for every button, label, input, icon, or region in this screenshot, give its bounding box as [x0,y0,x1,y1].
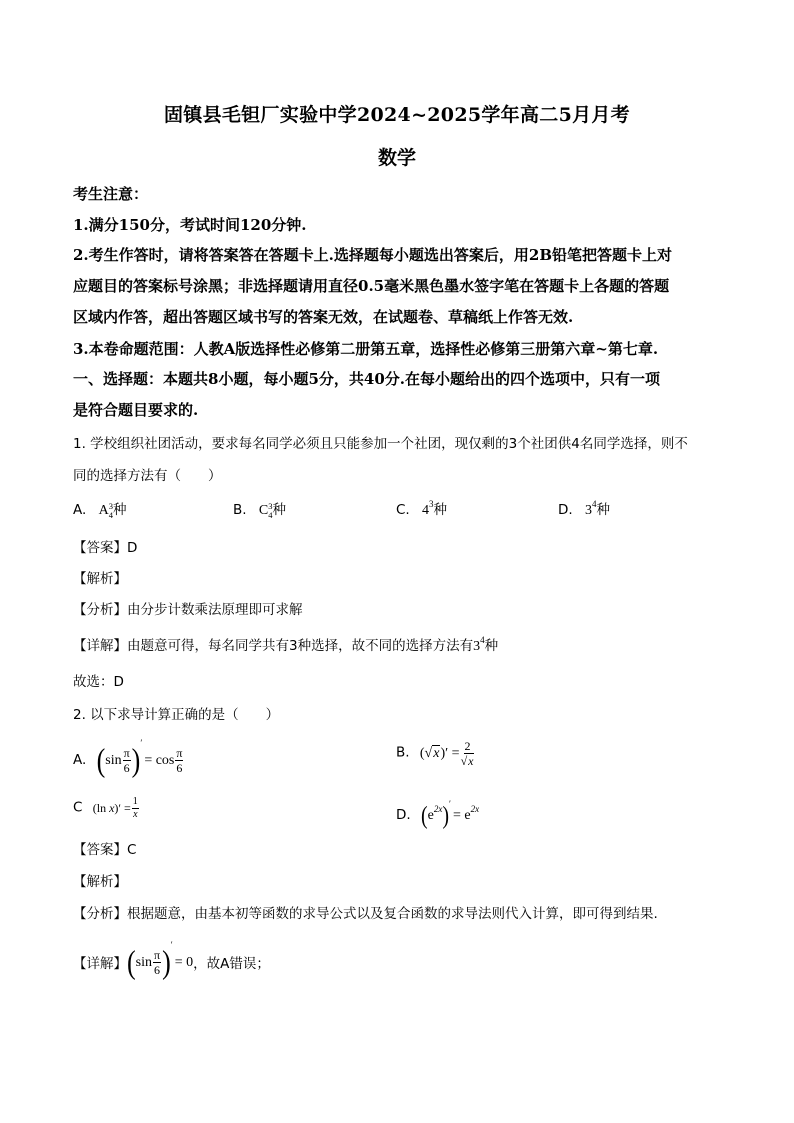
q2-stem: 2. 以下求导计算正确的是（ ） [73,707,280,723]
q1-option-c-unit: 种 [433,502,448,518]
q1-option-d-sup: 4 [591,499,597,509]
q1-fenxi: 【分析】由分步计数乘法原理即可求解 [73,602,303,618]
q1-option-d-formula [584,499,597,518]
q2-option-d-lparen: ( [420,802,428,830]
notice-heading: 考生注意： [73,185,149,203]
q1-detail [73,634,498,655]
q2-option-b-lhs: (√ [419,745,433,761]
q1-option-c [396,498,447,519]
q2-option-c-frac [132,797,139,820]
q1-option-d-unit: 种 [596,502,610,518]
q1-option-a [73,498,126,519]
q1-detail-text: 【详解】由题意可得，每名同学共有3种选择，故不同的选择方法有 [73,638,474,654]
q2-option-d-label: D. [396,807,411,823]
q2-option-d-rparen: ) [442,802,450,830]
q1-stem-line-1: 1. 学校组织社团活动，要求每名同学必须且只能参加一个社团，现仅剩的3个社团供4名同学选择，则不 [73,436,688,452]
q1-detail-sup: 4 [480,635,485,645]
q1-option-a-sup: 3 [108,501,113,512]
q2-option-d [396,799,480,830]
q2-detail-pi: π [154,948,161,963]
q1-option-b-label: B. [233,502,247,518]
q1-answer: 【答案】D [73,540,138,556]
q1-option-b [233,498,286,519]
notice-item-3: 3.本卷命题范围：人教A版选择性必修第二册第五章，选择性必修第三册第六章~第七章. [73,340,659,358]
q2-option-a-pi: π [123,746,130,761]
q2-option-b-x: x [433,745,440,761]
q1-stem-line-2: 同的选择方法有（ ） [73,468,222,484]
q2-fenxi: 【分析】根据题意，由基本初等函数的求导公式以及复合函数的求导法则代入计算，即可得到结果. [73,906,658,922]
q2-option-a-sin: sin [105,752,122,768]
notice-item-1: 1.满分150分，考试时间120分钟. [73,216,307,234]
q2-detail-sin: sin [135,954,153,970]
exam-subject: 数学 [377,147,416,169]
q2-option-b-den: √x [460,754,474,768]
q2-option-d-e: e [427,807,434,823]
q1-option-d-base: 3 [584,503,592,518]
q2-option-a-rhs-pi: π [176,746,183,761]
q2-detail-tail: ，故A错误； [193,956,270,972]
q2-option-a-lparen: ( [96,742,106,779]
q1-option-c-sup: 3 [429,499,434,509]
q2-option-d-exp: 2x [433,804,443,814]
q2-option-b-den-x: x [468,754,474,768]
q2-option-c-rp: )′ = [114,801,131,815]
q2-detail-eq: = 0 [174,954,194,970]
q1-option-c-formula [422,499,434,518]
q2-detail-rparen: ) [162,944,171,981]
q2-option-b-rp: )′ = [440,745,460,761]
q1-option-a-formula [99,503,113,518]
q2-option-a-rhs-six: 6 [176,761,183,776]
notice-item-2-line-2: 应题目的答案标号涂黑；非选择题请用直径0.5毫米黑色墨水签字笔在答题卡上各题的答题 [73,277,670,295]
q2-option-d-prime: ′ [449,799,452,809]
q2-option-a-rhs-frac [175,747,183,774]
q2-detail [73,940,270,981]
q1-detail-unit: 种 [484,638,499,654]
q1-detail-formula [473,635,485,654]
q2-answer: 【答案】C [73,842,137,858]
q2-detail-six: 6 [154,963,161,978]
q1-option-b-sup: 3 [268,501,273,512]
q2-option-c-num: 1 [132,796,138,807]
q1-option-c-label: C. [396,502,410,518]
q2-option-d-eq: = e [453,807,471,823]
q2-analysis: 【解析】 [73,874,127,890]
q2-option-d-rhs-exp: 2x [470,804,480,814]
q1-option-b-formula [259,503,273,518]
q2-option-b-label: B. [396,744,410,761]
q1-option-a-label: A. [73,502,87,518]
q1-option-a-base: A [98,503,109,518]
notice-item-2-line-1: 2.考生作答时，请将答案答在答题卡上.选择题每小题选出答案后，用2B铅笔把答题卡上对 [73,246,673,264]
notice-item-2-line-3: 区域内作答，超出答题区域书写的答案无效，在试题卷、草稿纸上作答无效. [73,308,574,326]
q1-choose: 故选：D [73,674,124,690]
q2-option-a-six: 6 [123,761,130,776]
q2-detail-formula [127,940,194,981]
q1-option-b-unit: 种 [272,502,286,518]
q2-option-c-den: x [133,809,138,820]
q2-option-b-num: 2 [464,739,471,753]
q2-option-b [396,740,475,767]
q2-option-c-formula [92,796,140,820]
q2-option-c-lhs: (ln [92,801,107,815]
q2-detail-lparen: ( [127,944,136,981]
q2-detail-label: 【详解】 [73,956,127,972]
q1-option-d [558,498,610,519]
q1-option-b-sub: 4 [268,509,273,520]
q2-option-c-label: C [73,799,83,816]
q2-option-a [73,738,184,779]
q1-option-a-sub: 4 [108,509,113,520]
q2-option-c [73,797,140,820]
q2-detail-frac [153,949,161,976]
q2-option-a-prime: ′ [140,738,143,748]
q2-option-d-formula [420,799,480,830]
section-1-heading-line-1: 一、选择题：本题共8小题，每小题5分，共40分.在每小题给出的四个选项中，只有一项 [73,370,660,388]
q2-detail-prime: ′ [170,940,173,950]
q1-option-a-unit: 种 [112,502,127,518]
section-1-heading-line-2: 是符合题目要求的. [73,401,199,419]
q1-option-d-label: D. [558,502,573,518]
q1-detail-base: 3 [473,639,481,654]
q2-option-a-frac [123,747,131,774]
q2-option-a-eq: = cos [144,752,175,768]
q1-option-b-base: C [258,503,269,518]
exam-title: 固镇县毛钽厂实验中学2024~2025学年高二5月月考 [163,104,630,126]
q1-option-c-base: 4 [422,503,430,518]
q2-option-b-formula [419,739,476,768]
q2-option-c-x: x [109,801,115,815]
q2-option-a-rparen: ) [131,742,141,779]
q2-option-a-label: A. [73,752,87,768]
q2-option-a-formula [96,738,185,779]
q2-option-b-frac [461,740,475,767]
q1-analysis: 【解析】 [73,571,127,587]
